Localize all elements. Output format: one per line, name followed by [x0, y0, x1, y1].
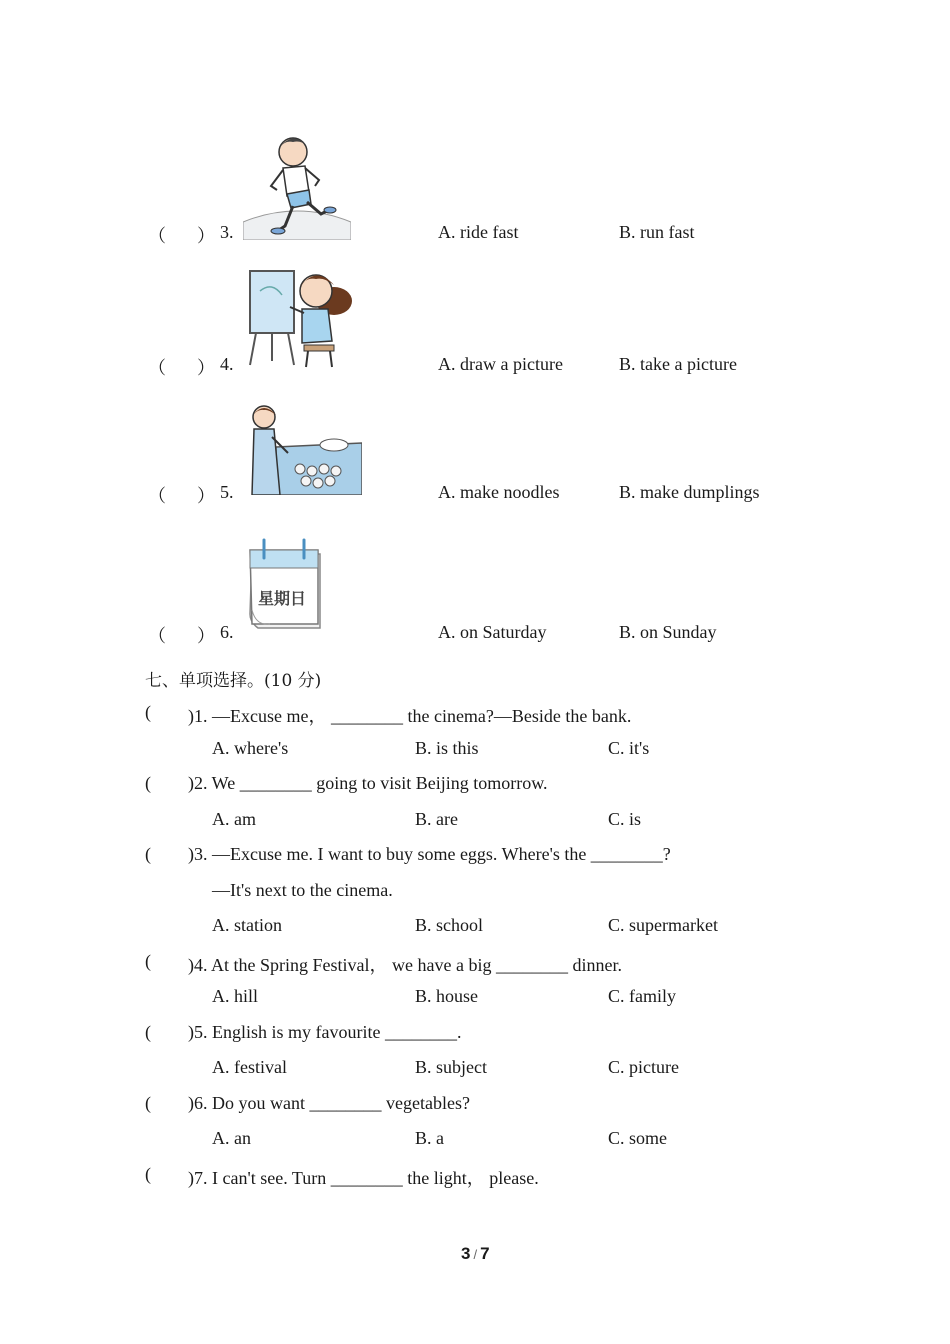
option-c: C. is: [608, 809, 642, 829]
current-page: 3: [461, 1244, 471, 1263]
section-title: 七、单项选择。(10 分): [145, 671, 322, 691]
option-a: A. station: [212, 915, 282, 935]
option-b: B. is this: [415, 738, 479, 758]
answer-bracket-close: ）: [197, 626, 215, 646]
option-b: B. subject: [415, 1057, 487, 1077]
option-c: C. it's: [608, 738, 650, 758]
option-b: B. house: [415, 986, 478, 1006]
question-stem: )3. —Excuse me. I want to buy some eggs. Where's the ________?: [188, 844, 671, 864]
option-b: B. on Sunday: [619, 622, 717, 642]
girl-painting-icon: [246, 261, 358, 369]
option-a: A. make noodles: [438, 482, 560, 502]
answer-bracket-close: ）: [197, 358, 215, 378]
question-stem: )5. English is my favourite ________.: [188, 1022, 462, 1042]
calendar-icon: [246, 536, 324, 632]
option-c: C. family: [608, 986, 676, 1006]
option-a: A. on Saturday: [438, 622, 547, 642]
option-a: A. where's: [212, 738, 289, 758]
answer-bracket-close: ）: [197, 486, 215, 506]
question-stem: )2. We ________ going to visit Beijing tomorrow.: [188, 773, 548, 793]
option-b: B. are: [415, 809, 458, 829]
option-a: A. hill: [212, 986, 259, 1006]
question-number: 3.: [220, 222, 234, 242]
answer-paren: (: [145, 702, 151, 722]
answer-bracket-close: ）: [197, 226, 215, 246]
option-c: C. supermarket: [608, 915, 718, 935]
running-boy-icon: [243, 130, 351, 240]
answer-bracket-open: （: [148, 626, 166, 646]
page-separator: /: [473, 1247, 478, 1262]
answer-bracket-open: （: [148, 226, 166, 246]
option-b: B. make dumplings: [619, 482, 760, 502]
option-a: A. ride fast: [438, 222, 519, 242]
question-stem: )6. Do you want ________ vegetables?: [188, 1093, 470, 1113]
option-c: C. picture: [608, 1057, 679, 1077]
answer-bracket-open: （: [148, 486, 166, 506]
total-pages: 7: [480, 1244, 490, 1263]
woman-making-dumplings-icon: [250, 403, 362, 495]
page-number: [461, 1244, 490, 1264]
option-b: B. a: [415, 1128, 444, 1148]
answer-paren: (: [145, 1022, 151, 1042]
option-c: C. some: [608, 1128, 668, 1148]
question-stem-line2: —It's next to the cinema.: [212, 880, 393, 900]
question-stem: )4. At the Spring Festival， we have a big ________ dinner.: [188, 955, 622, 975]
answer-paren: (: [145, 951, 151, 971]
question-number: 6.: [220, 622, 234, 642]
option-a: A. am: [212, 809, 256, 829]
answer-paren: (: [145, 1093, 151, 1113]
question-number: 5.: [220, 482, 234, 502]
answer-bracket-open: （: [148, 358, 166, 378]
option-a: A. festival: [212, 1057, 287, 1077]
answer-paren: (: [145, 773, 151, 793]
answer-paren: (: [145, 844, 151, 864]
option-a: A. an: [212, 1128, 251, 1148]
option-b: B. take a picture: [619, 354, 737, 374]
option-b: B. run fast: [619, 222, 695, 242]
question-stem: )1. —Excuse me， ________ the cinema?—Beside the bank.: [188, 706, 632, 726]
question-stem: )7. I can't see. Turn ________ the light， please.: [188, 1168, 539, 1188]
answer-paren: (: [145, 1164, 151, 1184]
question-number: 4.: [220, 354, 234, 374]
calendar-label: 星期日: [258, 589, 307, 608]
option-b: B. school: [415, 915, 484, 935]
option-a: A. draw a picture: [438, 354, 563, 374]
